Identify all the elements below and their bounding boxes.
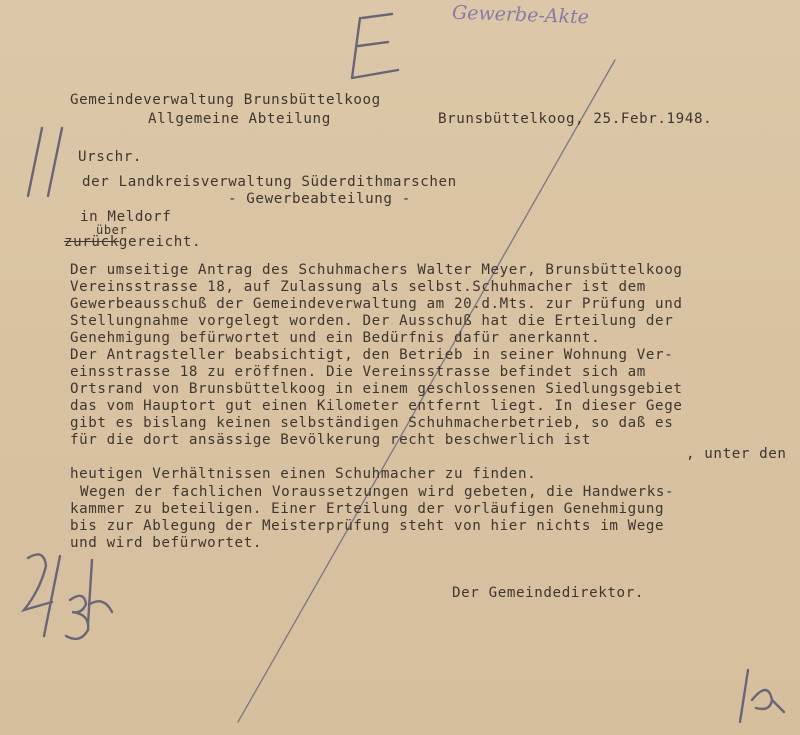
recipient-line: der Landkreisverwaltung Süderdithmarschen <box>82 174 457 190</box>
forwarded-suffix: gereicht. <box>118 234 202 250</box>
para2-line-1: Wegen der fachlichen Voraussetzungen wird gebeten, die Handwerks- <box>80 484 675 500</box>
body-line-9: das vom Hauptort gut einen Kilometer entfernt liegt. In dieser Gege <box>70 398 683 414</box>
body-line-8: Ortsrand von Brunsbüttelkoog in einem geschlossenen Siedlungsgebiet <box>70 381 683 397</box>
inserted-word: über <box>96 223 128 237</box>
recipient-city: in Meldorf <box>80 209 172 225</box>
body-line-1: Der umseitige Antrag des Schuhmachers Walter Meyer, Brunsbüttelkoog <box>70 262 683 278</box>
struck-word: zurück <box>64 234 119 250</box>
body-continuation-right: , unter den <box>686 446 787 462</box>
body-line-4: Stellungnahme vorgelegt worden. Der Ausschuß hat die Erteilung der <box>70 313 674 329</box>
pencil-marginal-note <box>24 554 112 638</box>
body-line-2: Vereinsstrasse 18, auf Zulassung als selbst.Schuhmacher ist dem <box>70 279 646 295</box>
office-name: Gemeindeverwaltung Brunsbüttelkoog <box>70 92 381 108</box>
para2-line-3: bis zur Ablegung der Meisterprüfung steht von hier nichts im Wege <box>70 518 665 534</box>
body-line-11: für die dort ansässige Bevölkerung recht beschwerlich ist <box>70 432 592 448</box>
body-line-10: gibt es bislang keinen selbständigen Schuhmacherbetrieb, so daß es <box>70 415 674 431</box>
urschr-label: Urschr. <box>78 149 142 165</box>
place-date: Brunsbüttelkoog, 25.Febr.1948. <box>438 111 713 127</box>
para2-line-2: kammer zu beteiligen. Einer Erteilung der vorläufigen Genehmigung <box>70 501 665 517</box>
gewerbe-akte-annotation: Gewerbe-Akte <box>451 1 590 29</box>
pencil-e-mark <box>352 14 398 78</box>
signature: Der Gemeindedirektor. <box>452 585 644 601</box>
body-line-3: Gewerbeausschuß der Gemeindeverwaltung am 20.d.Mts. zur Prüfung und <box>70 296 683 312</box>
para2-line-4: und wird befürwortet. <box>70 535 262 551</box>
pencil-double-slash <box>28 128 62 196</box>
body-line-7: einsstrasse 18 zu eröffnen. Die Vereinsstrasse befindet sich am <box>70 364 646 380</box>
department-name: Allgemeine Abteilung <box>148 111 331 127</box>
body-continuation-next: heutigen Verhältnissen einen Schuhmacher zu finden. <box>70 466 537 482</box>
pencil-bottom-right-mark <box>740 670 784 722</box>
recipient-department: - Gewerbeabteilung - <box>228 191 411 207</box>
body-line-6: Der Antragsteller beabsichtigt, den Betrieb in seiner Wohnung Ver- <box>70 347 674 363</box>
body-line-5: Genehmigung befürwortet und ein Bedürfnis dafür anerkannt. <box>70 330 601 346</box>
forwarded-line <box>64 234 201 250</box>
